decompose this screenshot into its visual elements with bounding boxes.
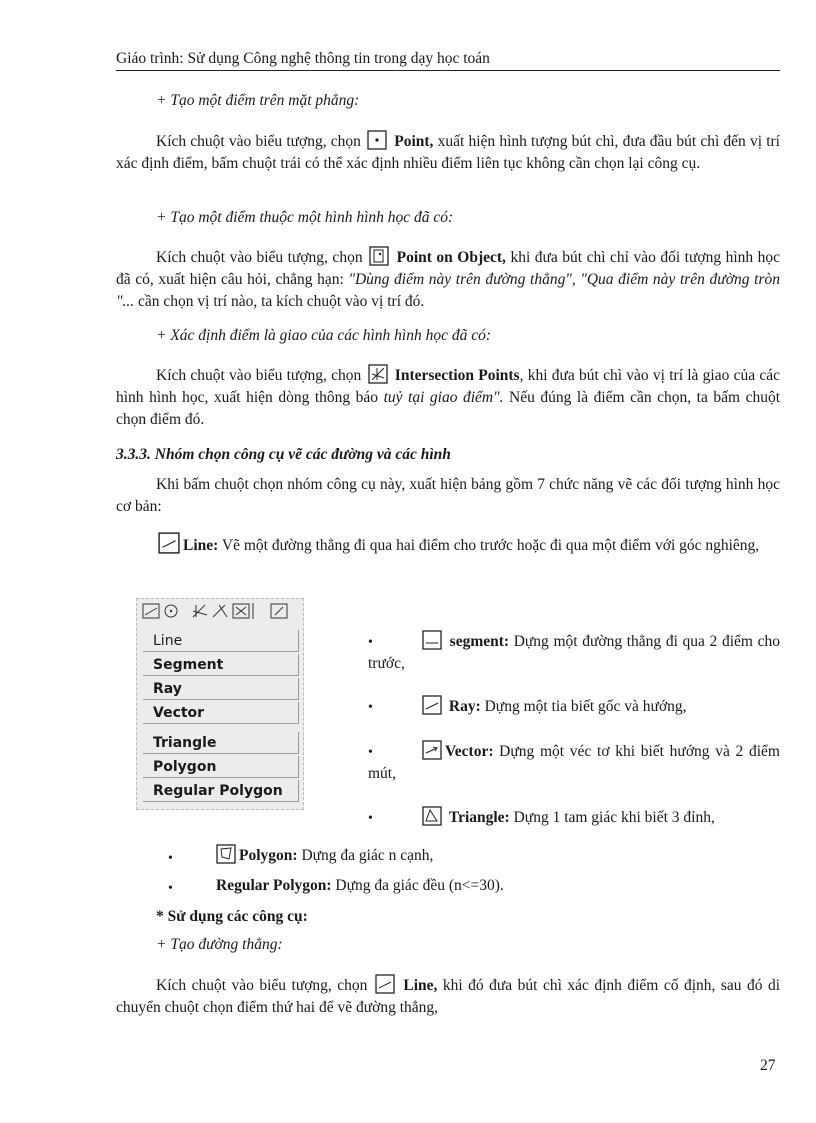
polygon-icon (216, 844, 236, 864)
line-tools-menu (136, 598, 304, 810)
bullet-regular-polygon: Regular Polygon: Dựng đa giác đều (n<=30). (216, 877, 504, 894)
bullet-vector: Vector: Dựng một véc tơ khi biết hướng và 2 điểm mút, (368, 740, 780, 785)
ray-icon (422, 695, 442, 715)
menu-item-polygon[interactable]: Polygon (143, 756, 299, 778)
intersection-icon (368, 364, 388, 384)
para-intro: Khi bấm chuột chọn nhóm công cụ này, xuất hiện bảng gồm 7 chức năng vẽ các đối tượng hình học cơ bản: (116, 476, 780, 515)
vector-icon (422, 740, 442, 760)
section-title: 3.3.3. Nhóm chọn công cụ vẽ các đường và các hình (116, 446, 451, 463)
header-rule (116, 70, 780, 71)
point-tool-icon (367, 130, 387, 150)
page-number: 27 (760, 1057, 776, 1074)
para-create-line: Kích chuột vào biểu tượng, chọn Line, khi đó đưa bút chì xác định điểm cố định, sau đó di chuyển chuột chọn điểm thứ hai để vẽ đường thẳng, (116, 974, 780, 1019)
menu-item-ray[interactable]: Ray (143, 678, 299, 700)
sub-heading-point: + Tạo một điểm trên mặt phẳng: (156, 92, 360, 109)
menu-item-regular-polygon[interactable]: Regular Polygon (143, 780, 299, 802)
bullet-polygon: Polygon: Dựng đa giác n cạnh, (216, 844, 776, 867)
bullet: • (368, 745, 373, 760)
menu-toolbar (141, 601, 301, 623)
para-point: Kích chuột vào biểu tượng, chọn Point, xuất hiện hình tượng bút chì, đưa đầu bút chì đến vị trí xác định điểm, bấm chuột trái có thể xác định nhiều điểm liên tục không cần chọn lại công cụ. (116, 130, 780, 175)
line-tool-icon (375, 974, 395, 994)
usage-title: * Sử dụng các công cụ: (156, 908, 308, 925)
menu-item-line[interactable]: Line (143, 630, 299, 652)
bullet: • (368, 811, 373, 826)
menu-item-vector[interactable]: Vector (143, 702, 299, 724)
bullet: • (368, 700, 373, 715)
bullet-triangle: Triangle: Dựng 1 tam giác khi biết 3 đỉnh, (368, 806, 780, 829)
point-on-object-icon (369, 246, 389, 266)
sub-heading-intersection: + Xác định điểm là giao của các hình hình học đã có: (156, 327, 492, 344)
bullet-ray: Ray: Dựng một tia biết gốc và hướng, (368, 695, 780, 718)
para-point-on-object: Kích chuột vào biểu tượng, chọn Point on Object, khi đưa bút chì chỉ vào đối tượng hình học đã có, xuất hiện câu hỏi, chẳng hạn: "Dùng điểm này trên đường thẳng", "Qua điểm này trên đường tròn "... cần chọn vị trí nào, ta kích chuột vào vị trí đó. (116, 246, 780, 313)
toolbar-icons (141, 601, 301, 621)
menu-item-segment[interactable]: Segment (143, 654, 299, 676)
para-line: Line: Vẽ một đường thẳng đi qua hai điểm cho trước hoặc đi qua một điểm với góc nghiêng, (116, 532, 780, 557)
sub-heading-line: + Tạo đường thẳng: (156, 936, 283, 953)
line-tool-icon (158, 532, 180, 554)
bullet: • (168, 851, 173, 866)
menu-item-triangle[interactable]: Triangle (143, 732, 299, 754)
triangle-icon (422, 806, 442, 826)
segment-icon (422, 630, 442, 650)
para-intersection: Kích chuột vào biểu tượng, chọn Intersection Points, khi đưa bút chì vào vị trí là giao của các hình hình học, xuất hiện dòng thông báo tuỷ tại giao điểm". Nếu đúng là điểm cần chọn, ta bấm chuột chọn điểm đó. (116, 364, 780, 431)
bullet-segment: segment: Dựng một đường thẳng đi qua 2 điểm cho trước, (368, 630, 780, 675)
bullet: • (368, 635, 373, 650)
running-header: Giáo trình: Sử dụng Công nghệ thông tin trong dạy học toán (116, 50, 490, 67)
sub-heading-point-on-object: + Tạo một điểm thuộc một hình hình học đã có: (156, 209, 454, 226)
bullet: • (168, 881, 173, 896)
